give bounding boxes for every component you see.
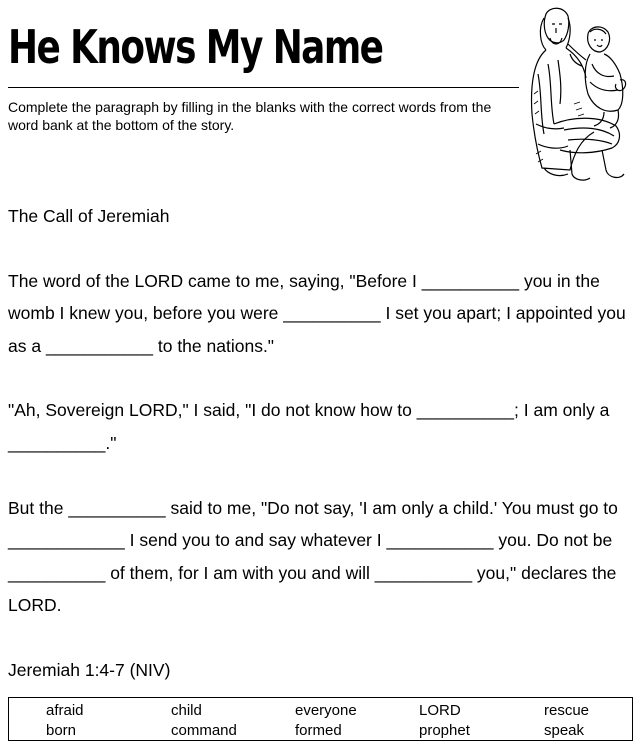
jesus-head [544,8,569,43]
page-title: He Knows My Name [8,20,383,74]
word-bank [8,697,633,741]
child-arm [568,44,586,66]
word-bank-word: prophet [419,722,470,739]
word-bank-column [295,701,357,741]
instructions-text: Complete the paragraph by filling in the blanks with the correct words from the word bank at the bottom of the story. [8,99,492,133]
story-section [8,200,638,687]
word-bank-word: everyone [295,702,357,719]
story-paragraph-3: But the __________ said to me, "Do not say, 'I am only a child.' You must go to ____________ I send you to and say whatever I ___________ you. Do not be __________ of them, for I am with you and will __________ you," declares the LORD. [8,497,618,616]
word-bank-word: LORD [419,702,461,719]
word-bank-word: formed [295,722,342,739]
word-bank-word: child [171,702,202,719]
word-bank-word: speak [544,722,585,739]
word-bank-word: afraid [46,702,84,719]
story-heading: The Call of Jeremiah [8,206,170,226]
word-bank-column [419,701,470,741]
word-bank-column [544,701,589,741]
story-paragraph-2: "Ah, Sovereign LORD," I said, "I do not know how to __________; I am only a __________." [8,400,610,453]
word-bank-column [171,701,237,741]
scripture-reference: Jeremiah 1:4-7 (NIV) [8,659,171,680]
jesus-with-child-illustration [524,4,632,188]
word-bank-word: rescue [544,702,590,719]
jesus-hand [615,80,625,91]
title-underline [8,87,519,88]
word-bank-word: born [46,722,77,739]
story-paragraph-1: The word of the LORD came to me, saying, "Before I __________ you in the womb I knew you, before you were __________ I set you apart; I appointed you as a ___________ to the nations." [8,270,626,356]
word-bank-word: command [171,722,237,739]
word-bank-column [46,701,84,741]
